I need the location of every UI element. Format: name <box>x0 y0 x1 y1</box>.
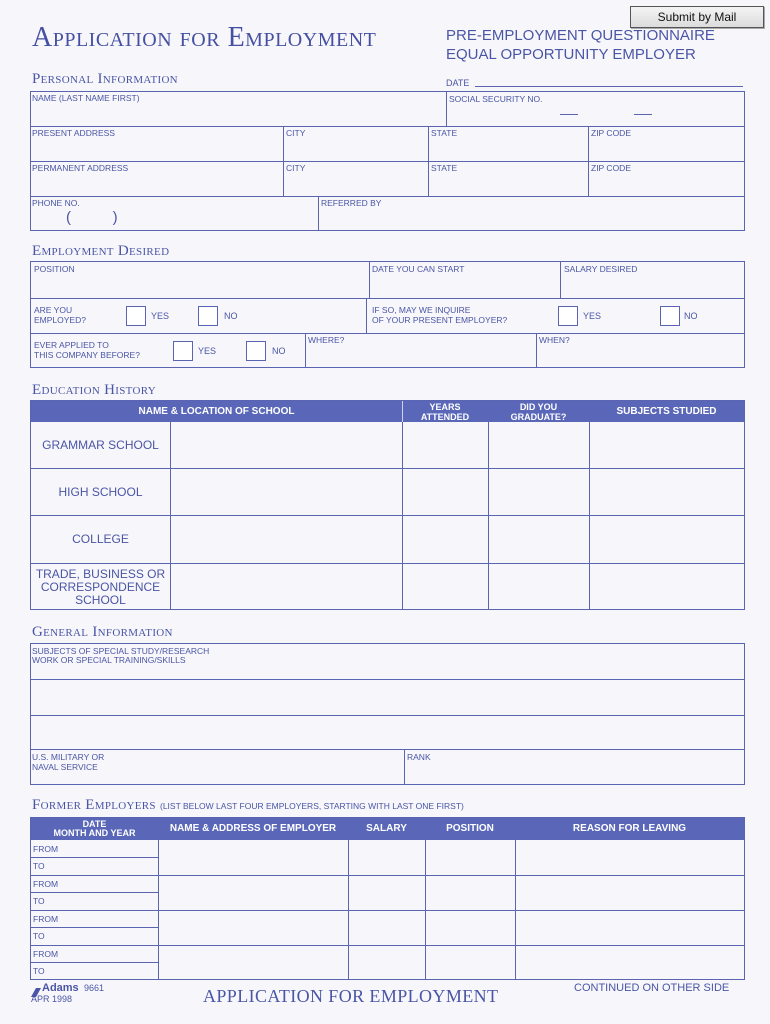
form-number: 9661 <box>84 983 105 993</box>
header-equal-opportunity: EQUAL OPPORTUNITY EMPLOYER <box>446 46 696 63</box>
are-you-employed-label: ARE YOU EMPLOYED? <box>34 305 86 325</box>
rank-field[interactable]: RANK <box>407 752 431 762</box>
section-education-history: Education History <box>32 382 156 398</box>
employer4-from-field[interactable]: FROM <box>33 949 59 959</box>
employer3-to-field[interactable]: TO <box>33 931 45 941</box>
date-can-start-field[interactable]: DATE YOU CAN START <box>372 264 465 274</box>
submit-by-mail-button[interactable]: Submit by Mail <box>630 6 764 28</box>
name-field[interactable]: NAME (LAST NAME FIRST) <box>32 93 140 103</box>
section-general-information: General Information <box>32 624 173 640</box>
section-former-employers: Former Employers <box>32 797 156 813</box>
applied-yes-label: YES <box>198 346 217 356</box>
high-school-label: HIGH SCHOOL <box>58 484 143 499</box>
position-field[interactable]: POSITION <box>34 264 75 274</box>
header-questionnaire: PRE-EMPLOYMENT QUESTIONNAIRE <box>446 27 715 44</box>
inquire-no-checkbox[interactable] <box>660 306 680 326</box>
employed-no-label: NO <box>224 311 238 321</box>
date-field[interactable] <box>475 86 743 87</box>
salary-desired-field[interactable]: SALARY DESIRED <box>564 264 638 274</box>
ssn-dash-1 <box>560 114 578 115</box>
employed-no-checkbox[interactable] <box>198 306 218 326</box>
employer3-from-field[interactable]: FROM <box>33 914 59 924</box>
brand-name: Adams <box>42 982 79 994</box>
adams-logo-icon <box>31 984 41 993</box>
education-col-graduate: DID YOU GRADUATE? <box>510 401 567 422</box>
where-field[interactable]: WHERE? <box>308 335 345 345</box>
former-col-position: POSITION <box>446 823 494 834</box>
employer4-to-field[interactable]: TO <box>33 966 45 976</box>
education-col-subjects: SUBJECTS STUDIED <box>616 405 717 417</box>
former-col-reason: REASON FOR LEAVING <box>572 823 687 834</box>
may-we-inquire-label: IF SO, MAY WE INQUIRE OF YOUR PRESENT EMPLOYER? <box>372 305 508 325</box>
education-col-school: NAME & LOCATION OF SCHOOL <box>138 405 295 417</box>
form-date: APR 1998 <box>31 994 73 1004</box>
inquire-no-label: NO <box>684 311 698 321</box>
footer-title: APPLICATION FOR EMPLOYMENT <box>203 986 499 1006</box>
date-label: DATE <box>446 78 470 88</box>
employer1-to-field[interactable]: TO <box>33 861 45 871</box>
special-skills-field[interactable]: SUBJECTS OF SPECIAL STUDY/RESEARCH WORK OR SPECIAL TRAINING/SKILLS <box>32 646 210 665</box>
former-col-employer: NAME & ADDRESS OF EMPLOYER <box>169 823 337 834</box>
permanent-zip-field[interactable]: ZIP CODE <box>591 163 631 173</box>
present-zip-field[interactable]: ZIP CODE <box>591 128 631 138</box>
applied-no-label: NO <box>272 346 286 356</box>
former-col-salary: SALARY <box>366 823 407 834</box>
applied-no-checkbox[interactable] <box>246 341 266 361</box>
phone-field[interactable]: PHONE NO. <box>32 198 80 208</box>
continued-note: CONTINUED ON OTHER SIDE <box>574 982 730 994</box>
present-city-field[interactable]: CITY <box>286 128 306 138</box>
permanent-state-field[interactable]: STATE <box>431 163 458 173</box>
grammar-school-label: GRAMMAR SCHOOL <box>42 438 159 452</box>
phone-area-code: ( ) <box>66 209 118 226</box>
employed-yes-checkbox[interactable] <box>126 306 146 326</box>
ever-applied-label: EVER APPLIED TO THIS COMPANY BEFORE? <box>34 340 140 360</box>
form-title: Application for Employment <box>32 22 377 53</box>
present-address-field[interactable]: PRESENT ADDRESS <box>32 128 115 138</box>
inquire-yes-label: YES <box>583 311 602 321</box>
former-employers-table <box>30 817 745 980</box>
employer2-from-field[interactable]: FROM <box>33 879 59 889</box>
employed-yes-label: YES <box>151 311 170 321</box>
inquire-yes-checkbox[interactable] <box>558 306 578 326</box>
employer1-from-field[interactable]: FROM <box>33 844 59 854</box>
when-field[interactable]: WHEN? <box>539 335 570 345</box>
trade-school-label: TRADE, BUSINESS OR CORRESPONDENCE SCHOOL <box>35 566 166 607</box>
referred-by-field[interactable]: REFERRED BY <box>321 198 382 208</box>
former-col-date: DATE MONTH AND YEAR <box>53 819 136 838</box>
permanent-city-field[interactable]: CITY <box>286 163 306 173</box>
employer2-to-field[interactable]: TO <box>33 896 45 906</box>
military-service-field[interactable]: U.S. MILITARY OR NAVAL SERVICE <box>32 752 105 772</box>
permanent-address-field[interactable]: PERMANENT ADDRESS <box>32 163 129 173</box>
college-label: COLLEGE <box>72 532 129 546</box>
ssn-dash-2 <box>634 114 652 115</box>
present-state-field[interactable]: STATE <box>431 128 458 138</box>
section-employment-desired: Employment Desired <box>32 243 170 259</box>
applied-yes-checkbox[interactable] <box>173 341 193 361</box>
ssn-field[interactable]: SOCIAL SECURITY NO. <box>449 94 543 104</box>
education-col-years: YEARS ATTENDED <box>420 401 470 422</box>
section-personal-information: Personal Information <box>32 71 178 87</box>
former-employers-note: (LIST BELOW LAST FOUR EMPLOYERS, STARTING WITH LAST ONE FIRST) <box>160 801 464 811</box>
